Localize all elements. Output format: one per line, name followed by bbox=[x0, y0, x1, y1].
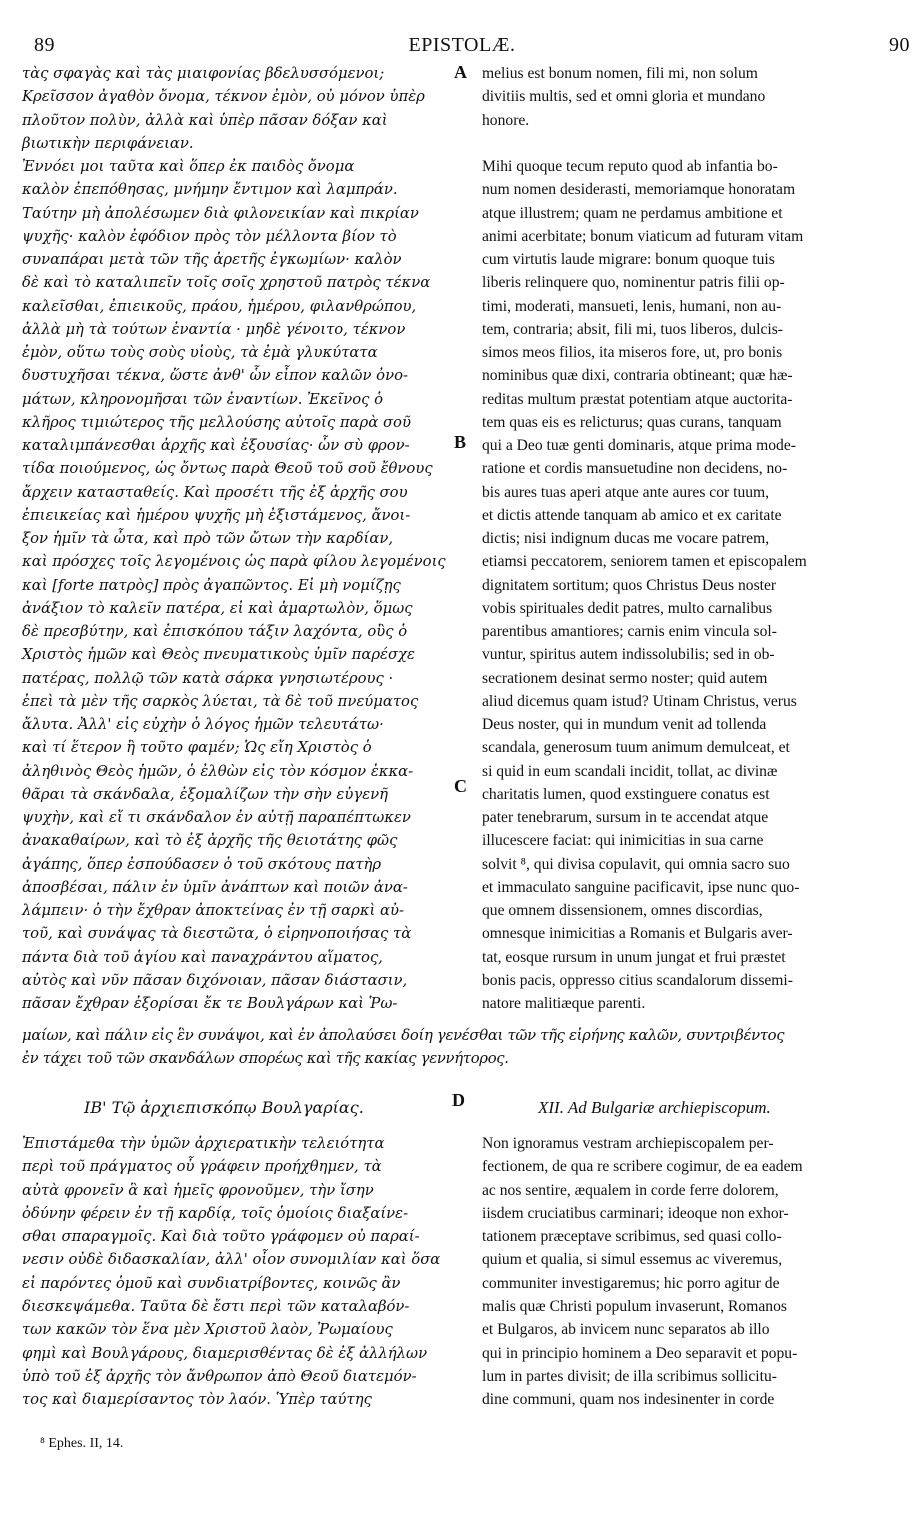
text-line: animi acerbitate; bonum viaticum ad futuram vitam bbox=[482, 227, 804, 245]
text-line: πλοῦτον πολὺν, ἀλλὰ καὶ ὑπὲρ πᾶσαν δόξαν καὶ bbox=[22, 111, 388, 129]
text-line: qui a Deo tuæ genti dominaris, atque prima mode- bbox=[482, 437, 796, 454]
text-line: bonis pacis, oppresso citius scandalorum dissemi- bbox=[482, 971, 793, 989]
text-line: δὲ πρεσβύτην, καὶ ἐπισκόπου τάξιν λαχόντα, οὓς ὁ bbox=[22, 623, 408, 640]
text-line: Χριστὸς ἡμῶν καὶ Θεὸς πνευματικοὺς ὑμῖν παρέσχε bbox=[22, 646, 415, 664]
text-line: ἄλυτα. Ἀλλ' εἰς εὐχὴν ὁ λόγος ἡμῶν τελευτάτω· bbox=[22, 716, 384, 733]
text-line: ἐπεὶ τὰ μὲν τῆς σαρκὸς λύεται, τὰ δὲ τοῦ πνεύματος bbox=[22, 692, 419, 710]
running-title: EPISTOLÆ. bbox=[408, 34, 516, 56]
text-line: καὶ [forte πατρὸς] πρὸς ἀγαπῶντος. Εἰ μὴ νομίζῃς bbox=[22, 576, 401, 594]
text-line: reditas multum præstat potentiam atque auctorita- bbox=[482, 390, 793, 408]
text-line: et immaculato sanguine pacificavit, ipse nunc quo- bbox=[482, 878, 800, 896]
text-line: qui in principio hominem a Deo separavit et popu- bbox=[482, 1344, 798, 1362]
text-line: τοῦ, καὶ συνάψας τὰ διεστῶτα, ὁ εἰρηνοποιήσας τὰ bbox=[22, 925, 412, 943]
page-number-right: 90 bbox=[889, 34, 910, 56]
page-number-left: 89 bbox=[34, 34, 55, 56]
text-line: iisdem cruciatibus carminari; ideoque non exhor- bbox=[482, 1204, 789, 1222]
text-line: melius est bonum nomen, fili mi, non solum bbox=[482, 65, 758, 82]
text-line: καλὸν ἐπεπόθησας, μνήμην ἔντιμον καὶ λαμπράν. bbox=[22, 181, 398, 199]
text-line: et Bulgaros, ab invicem nunc separatos ab illo bbox=[482, 1321, 770, 1339]
text-line: καὶ τί ἕτερον ἢ τοῦτο φαμέν; Ὡς εἴη Χριστὸς ὁ bbox=[22, 739, 372, 757]
text-line: ψυχὴν, καὶ εἴ τι σκάνδαλον ἐν αὐτῇ παραπέπτωκεν bbox=[22, 809, 411, 826]
text-line: Ἐννόει μοι ταῦτα καὶ ὅπερ ἐκ παιδὸς ὄνομα bbox=[22, 158, 355, 175]
text-line: bis aures tuas aperi atque ante aures cor tuum, bbox=[482, 483, 770, 501]
text-line: simos meos filios, ita miseros fore, ut, pro bonis bbox=[482, 344, 783, 361]
text-line: πατέρας, πολλῷ τῶν κατὰ σάρκα γνησιωτέρους · bbox=[22, 669, 394, 687]
text-line: omnesque inimicitias a Romanis et Bulgaris aver- bbox=[482, 925, 793, 943]
text-line: καταλιμπάνεσθαι ἀρχῆς καὶ ἐξουσίας· ὧν σὺ φρον- bbox=[22, 437, 410, 454]
text-line: τος καὶ διαμερίσαντος τὸν λαόν. Ὑπὲρ ταύτης bbox=[22, 1391, 372, 1409]
text-line: dignitatem sortitum; quos Christus Deus noster bbox=[482, 576, 777, 594]
text-line: τὰς σφαγὰς καὶ τὰς μιαιφονίας βδελυσσόμενοι; bbox=[22, 65, 385, 82]
text-line: αὐτὸς καὶ νῦν πᾶσαν διχόνοιαν, πᾶσαν διάστασιν, bbox=[22, 971, 408, 989]
text-line: nominibus quæ dixi, contraria obtineant; quæ hæ- bbox=[482, 367, 793, 385]
text-line: si quid in eum scandali incidit, tollat, ac divinæ bbox=[482, 762, 778, 780]
text-line: lum in partes divisit; de illa scribimus sollicitu- bbox=[482, 1367, 777, 1385]
text-line: Mihi quoque tecum reputo quod ab infantia bo- bbox=[482, 158, 778, 175]
margin-letter-b: B bbox=[454, 432, 467, 452]
text-line: ratione et cordis mansuetudine non decidens, no- bbox=[482, 460, 788, 478]
text-line: ἄρχειν κατασταθείς. Καὶ προσέτι τῆς ἐξ ἀρχῆς σου bbox=[22, 483, 408, 501]
text-line: quium et qualia, si simul essemus ac viveremus, bbox=[482, 1251, 783, 1269]
latin-letter-heading: XII. Ad Bulgariæ archiepiscopum. bbox=[538, 1098, 771, 1117]
text-line: Ἐπιστάμεθα τὴν ὑμῶν ἀρχιερατικὴν τελειότητα bbox=[22, 1135, 385, 1152]
greek-spanning-lines bbox=[22, 1024, 902, 1070]
text-line: ψυχῆς· καλὸν ἐφόδιον πρὸς τὸν μέλλοντα βίον τὸ bbox=[22, 227, 397, 245]
margin-letter-c: C bbox=[454, 776, 467, 796]
text-line: divitiis multis, sed et omni gloria et mundano bbox=[482, 88, 766, 106]
margin-letter-a: A bbox=[454, 62, 467, 82]
text-line: parentibus amantiores; carnis enim vincula sol- bbox=[482, 623, 777, 640]
text-line: τίδα ποιούμενος, ὡς ὄντως παρὰ Θεοῦ τοῦ σοῦ ἔθνους bbox=[22, 460, 433, 478]
text-line: περὶ τοῦ πράγματος οὗ γράφειν προήχθημεν, τὰ bbox=[22, 1158, 382, 1176]
text-line: atque illustrem; quam ne perdamus ambitione et bbox=[482, 204, 783, 222]
latin-column-bottom bbox=[482, 1132, 902, 1412]
text-line: ἀποσβέσαι, πάλιν ἐν ὑμῖν ἀνάπτων καὶ ποιῶν ἀνα- bbox=[22, 878, 408, 896]
text-line: πᾶσαν ἔχθραν ἐξορίσαι ἔκ τε Βουλγάρων καὶ Ῥω- bbox=[22, 995, 398, 1012]
text-line bbox=[482, 132, 902, 155]
text-line: δυστυχῆσαι τέκνα, ὥστε ἀνθ' ὧν εἶπον καλῶν ὀνο- bbox=[22, 367, 408, 385]
text-line: dictis; nisi indignum ducas me vocare patrem, bbox=[482, 530, 770, 547]
text-line: tationem præceptave scribimus, sed quasi collo- bbox=[482, 1228, 782, 1246]
text-line: λάμπειν· ὁ τὴν ἔχθραν ἀποκτείνας ἐν τῇ σαρκὶ αὐ- bbox=[22, 902, 405, 919]
text-line: των κακῶν τὸν ἕνα μὲν Χριστοῦ λαὸν, Ῥωμαίους bbox=[22, 1321, 393, 1339]
latin-column-top bbox=[482, 62, 902, 1015]
text-line: tem quas eis es relicturus; quas curans, tanquam bbox=[482, 413, 782, 431]
text-line: ἐπιεικείας καὶ ἡμέρου ψυχῆς μὴ ἐξιστάμενος, ἄνοι- bbox=[22, 506, 411, 524]
text-line: Deus noster, qui in mundum venit ad tollenda bbox=[482, 716, 767, 733]
text-line: ἀνακαθαίρων, καὶ τὸ ἐξ ἀρχῆς τῆς θειοτάτης φῶς bbox=[22, 832, 398, 850]
text-line: ξον ἡμῖν τὰ ὦτα, καὶ πρὸ τῶν ὤτων τὴν καρδίαν, bbox=[22, 530, 394, 547]
text-line: κλῆρος τιμιώτερος τῆς μελλούσης αὐτοῖς παρὰ σοῦ bbox=[22, 413, 411, 431]
text-line: scandala, generosum tuum animum demulceat, et bbox=[482, 739, 790, 757]
margin-letter-d: D bbox=[452, 1090, 465, 1110]
text-line: διεσκεψάμεθα. Ταῦτα δὲ ἔστι περὶ τῶν καταλαβόν- bbox=[22, 1298, 410, 1316]
text-line: communiter investigaremus; hic porro agitur de bbox=[482, 1274, 780, 1292]
text-line: θᾶραι τὰ σκάνδαλα, ἐξομαλίζων τὴν σὴν εὐγενῆ bbox=[22, 785, 389, 803]
text-line: timi, moderati, mansueti, lenis, humani, non au- bbox=[482, 297, 782, 315]
text-line: εἰ παρόντες ὁμοῦ καὶ συνδιατρίβοντες, κοινῶς ἂν bbox=[22, 1274, 401, 1292]
text-line: honore. bbox=[482, 111, 530, 129]
text-line: cum virtutis laude migrare: bonum quoque tuis bbox=[482, 251, 775, 268]
text-line: tem, contraria; absit, fili mi, tuos liberos, dulcis- bbox=[482, 320, 783, 338]
text-line: ἀληθινὸς Θεὸς ἡμῶν, ὁ ἐλθὼν εἰς τὸν κόσμον ἐκκα- bbox=[22, 762, 414, 780]
text-line: secrationem desinat sermo noster; quid autem bbox=[482, 669, 768, 687]
text-line: ἀνάξιον τὸ καλεῖν πατέρα, εἰ καὶ ἁμαρτωλὸν, ὅμως bbox=[22, 599, 413, 617]
text-line: liberis relinquere quo, nominentur patris filii op- bbox=[482, 274, 785, 292]
text-line: ac nos sentire, æqualem in corde ferre dolorem, bbox=[482, 1181, 779, 1199]
text-line: ἀλλὰ μὴ τὰ τούτων ἐναντία · μηδὲ γένοιτο, τέκνον bbox=[22, 320, 406, 338]
text-line: natore malitiæque parenti. bbox=[482, 995, 646, 1012]
text-line: fectionem, de qua re scribere cogimur, de ea eadem bbox=[482, 1158, 803, 1176]
text-line: dine communi, quam nos indesinenter in corde bbox=[482, 1391, 775, 1409]
text-line: num nomen desiderasti, memoriamque honoratam bbox=[482, 181, 796, 199]
text-line: καλεῖσθαι, ἐπιεικοῦς, πράου, ἡμέρου, φιλανθρώπου, bbox=[22, 297, 417, 315]
text-line: malis quæ Christi populum invaserunt, Romanos bbox=[482, 1298, 787, 1316]
greek-column-bottom bbox=[22, 1132, 452, 1412]
text-line: vobis spirituales dedit patres, multo carnalibus bbox=[482, 599, 773, 617]
text-line: καὶ πρόσχες τοῖς λεγομένοις ὡς παρὰ φίλου λεγομένοις bbox=[22, 553, 446, 571]
text-line: ἀγάπης, ὅπερ ἐσπούδασεν ὁ τοῦ σκότους πατὴρ bbox=[22, 855, 382, 873]
text-line: et dictis attende tanquam ab amico et ex caritate bbox=[482, 506, 782, 524]
text-line: charitatis lumen, quod exstinguere conatus est bbox=[482, 785, 770, 803]
text-line: βιωτικὴν περιφάνειαν. bbox=[22, 134, 194, 152]
text-line: φημὶ καὶ Βουλγάρους, διαμερισθέντας δὲ ἐξ ἀλλήλων bbox=[22, 1344, 428, 1362]
text-line: pater tenebrarum, sursum in te accendat atque bbox=[482, 809, 769, 826]
text-line: Non ignoramus vestram archiepiscopalem per- bbox=[482, 1135, 774, 1152]
greek-column-top bbox=[22, 62, 452, 1015]
text-line: ὑπὸ τοῦ ἐξ ἀρχῆς τὸν ἄνθρωπον ἀπὸ Θεοῦ διατεμόν- bbox=[22, 1367, 417, 1385]
text-line: aliud dicemus quam istud? Utinam Christus, verus bbox=[482, 692, 797, 710]
text-line: αὐτὰ φρονεῖν ἃ καὶ ἡμεῖς φρονοῦμεν, τὴν ἴσην bbox=[22, 1181, 374, 1199]
text-line: ἐμὸν, οὕτω τοὺς σοὺς υἱοὺς, τὰ ἐμὰ γλυκύτατα bbox=[22, 344, 378, 361]
text-line: que omnem dissensionem, omnes discordias, bbox=[482, 902, 763, 919]
text-line: ὀδύνην φέρειν ἐν τῇ καρδίᾳ, τοῖς ὁμοίοις διαξαίνε- bbox=[22, 1204, 409, 1222]
text-line: συναπάραι μετὰ τῶν τῆς ἀρετῆς ἐγκωμίων· καλὸν bbox=[22, 251, 402, 268]
text-line: Κρεῖσσον ἀγαθὸν ὄνομα, τέκνον ἐμὸν, οὐ μόνον ὑπὲρ bbox=[22, 88, 425, 106]
text-line: ἐν τάχει τοῦ τῶν σκανδάλων σπορέως καὶ τῆς κακίας γεννήτορος. bbox=[22, 1050, 509, 1067]
text-line: δὲ καὶ τὸ καταλιπεῖν τοῖς σοῖς χρηστοῦ πατρὸς τέκνα bbox=[22, 274, 431, 292]
text-line: μαίων, καὶ πάλιν εἰς ἓν συνάψοι, καὶ ἐν ἀπολαύσει δοίη γενέσθαι τῶν τῆς εἰρήνης καλῶν, συντριβέντος bbox=[22, 1027, 785, 1044]
text-line: πάντα διὰ τοῦ ἁγίου καὶ παναχράντου αἵματος, bbox=[22, 948, 383, 966]
text-line: νεσιν οὐδὲ διδασκαλίαν, ἀλλ' οἷον συνομιλίαν καὶ ὅσα bbox=[22, 1251, 441, 1269]
text-line: vuntur, spiritus autem indissolubilis; sed in ob- bbox=[482, 646, 775, 664]
text-line: solvit ⁸, qui divisa copulavit, qui omnia sacro suo bbox=[482, 855, 790, 873]
text-line: σθαι σπαραγμοῖς. Καὶ διὰ τοῦτο γράφομεν οὐ παραί- bbox=[22, 1228, 420, 1246]
text-line: etiamsi peccatorem, seniorem tamen et episcopalem bbox=[482, 553, 807, 571]
footnote: ⁸ Ephes. II, 14. bbox=[40, 1436, 124, 1451]
greek-letter-heading: ΙΒ' Τῷ ἀρχιεπισκόπῳ Βουλγαρίας. bbox=[84, 1098, 364, 1117]
text-line: illucescere faciat: qui inimicitias in sua carne bbox=[482, 832, 764, 850]
text-line: μάτων, κληρονομῆσαι τῶν ἐναντίων. Ἐκεῖνος ὁ bbox=[22, 390, 383, 408]
text-line: Ταύτην μὴ ἀπολέσωμεν διὰ φιλονεικίαν καὶ πικρίαν bbox=[22, 204, 419, 222]
text-line: tat, eosque rursum in unum jungat et frui præstet bbox=[482, 948, 786, 966]
